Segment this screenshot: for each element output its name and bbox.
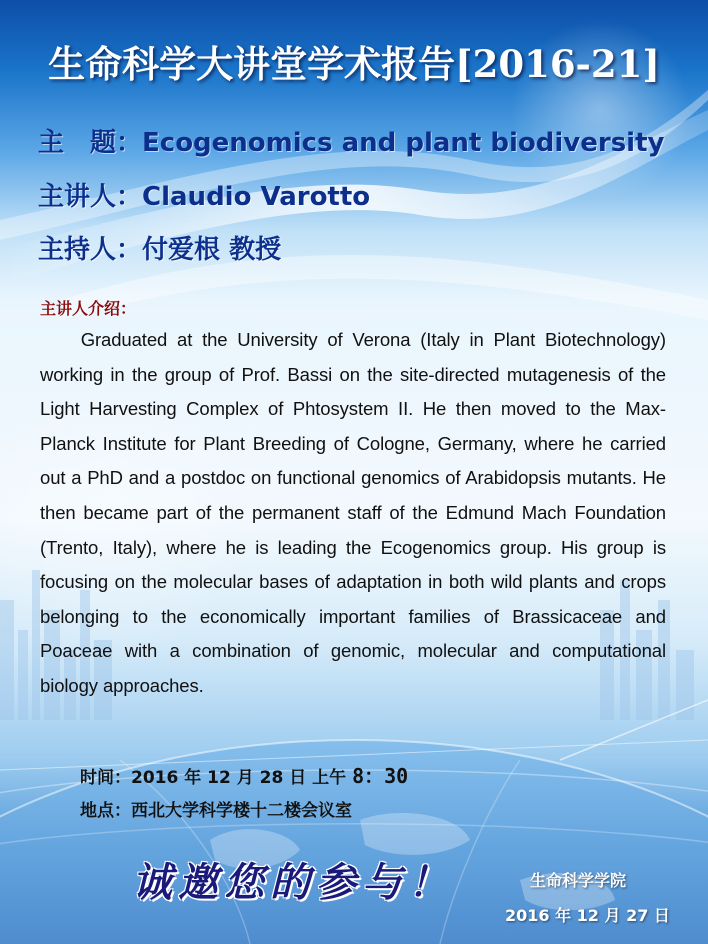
speaker-line [38, 176, 370, 213]
host-line [38, 229, 281, 266]
poster-title: 生命科学大讲堂学术报告[2016-21] [48, 42, 660, 86]
topic-label: 主 题： [38, 128, 143, 158]
bio-text: Graduated at the University of Verona (Italy in Plant Biotechnology) working in the group of Prof. Bassi on the site-directed mutagenesis of the Light Harvesting Complex of Phtosystem II. He then moved to the Max-Planck Institute for Plant Breeding of Cologne, Germany, where he carried out a PhD and a postdoc on functional genomics of Arabidopsis mutants. He then became part of the permanent staff of the Edmund Mach Foundation (Trento, Italy), where he is leading the Ecogenomics group. His group is focusing on the molecular bases of adaptation in both wild plants and crops belonging to the economically important families of Brassicaceae and Poaceae with a combination of genomic, molecular and computational biology approaches. [40, 329, 666, 696]
issue-date: 2016 年 12 月 27 日 [505, 906, 670, 925]
location-line: 地点：西北大学科学楼十二楼会议室 [80, 801, 352, 821]
bio-heading: 主讲人介绍： [40, 299, 137, 318]
organizer-name: 生命科学学院 [530, 871, 627, 890]
invitation-slogan: 诚邀您的参与！ [132, 859, 454, 906]
speaker-label: 主讲人： [38, 182, 143, 212]
time-text: 时间：2016 年 12 月 28 日 上午 [80, 768, 353, 788]
time-line [80, 760, 408, 789]
host-label: 主持人： [38, 235, 143, 265]
speaker-value: Claudio Varotto [142, 182, 371, 212]
time-clock: 8：30 [352, 764, 409, 788]
topic-value: Ecogenomics and plant biodiversity [142, 128, 665, 158]
host-value: 付爱根 教授 [142, 235, 282, 265]
topic-line [38, 122, 664, 159]
